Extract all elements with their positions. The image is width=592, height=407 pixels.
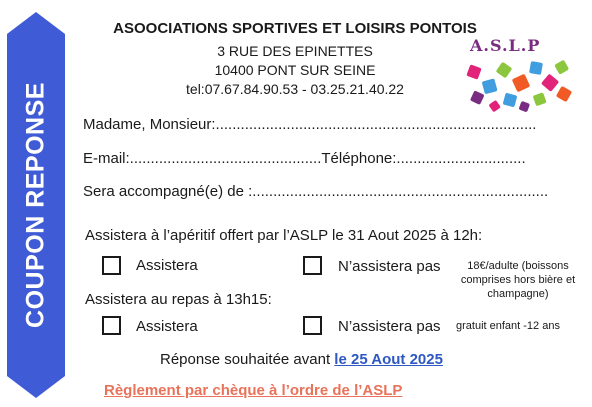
aperitif-price-note: 18€/adulte (boissons comprises hors bière et champagne) xyxy=(460,260,576,300)
aperitif-assistera-label: Assistera xyxy=(136,257,198,274)
repas-nassistera-checkbox[interactable] xyxy=(303,316,322,335)
puzzle-pieces-icon xyxy=(458,36,576,116)
response-deadline xyxy=(160,351,443,368)
response-deadline-date: le 25 Aout 2025 xyxy=(334,351,443,368)
address-line-2: 10400 PONT SUR SEINE xyxy=(214,62,376,78)
aperitif-nassistera-checkbox[interactable] xyxy=(303,256,322,275)
address-line-1: 3 RUE DES EPINETTES xyxy=(217,43,373,59)
repas-child-note: gratuit enfant -12 ans xyxy=(456,320,560,332)
logo-text: A.S.L.P xyxy=(470,36,541,55)
aperitif-assistera-checkbox[interactable] xyxy=(102,256,121,275)
repas-question: Assistera au repas à 13h15: xyxy=(85,291,272,308)
aperitif-question: Assistera à l’apéritif offert par l’ASLP le 31 Aout 2025 à 12h: xyxy=(85,227,483,244)
repas-nassistera-label: N’assistera pas xyxy=(338,318,441,335)
aperitif-nassistera-label: N’assistera pas xyxy=(338,258,441,275)
aslp-logo xyxy=(458,36,576,116)
repas-assistera-checkbox[interactable] xyxy=(102,316,121,335)
payment-note: Règlement par chèque à l’ordre de l’ASLP xyxy=(104,382,403,399)
org-name: ASOOCIATIONS SPORTIVES ET LOISIRS PONTOIS xyxy=(113,20,477,37)
coupon-reponse-label: COUPON REPONSE xyxy=(21,82,50,328)
email-telephone-field[interactable]: E-mail:..............................................Téléphone:............................... xyxy=(83,150,526,167)
phone-line: tel:07.67.84.90.53 - 03.25.21.40.22 xyxy=(186,81,404,97)
accompagne-field[interactable]: Sera accompagné(e) de :....................................................................... xyxy=(83,183,549,200)
response-deadline-text: Réponse souhaitée avant xyxy=(160,351,335,368)
repas-assistera-label: Assistera xyxy=(136,318,198,335)
madame-monsieur-field[interactable]: Madame, Monsieur:............................................................................. xyxy=(83,116,537,133)
